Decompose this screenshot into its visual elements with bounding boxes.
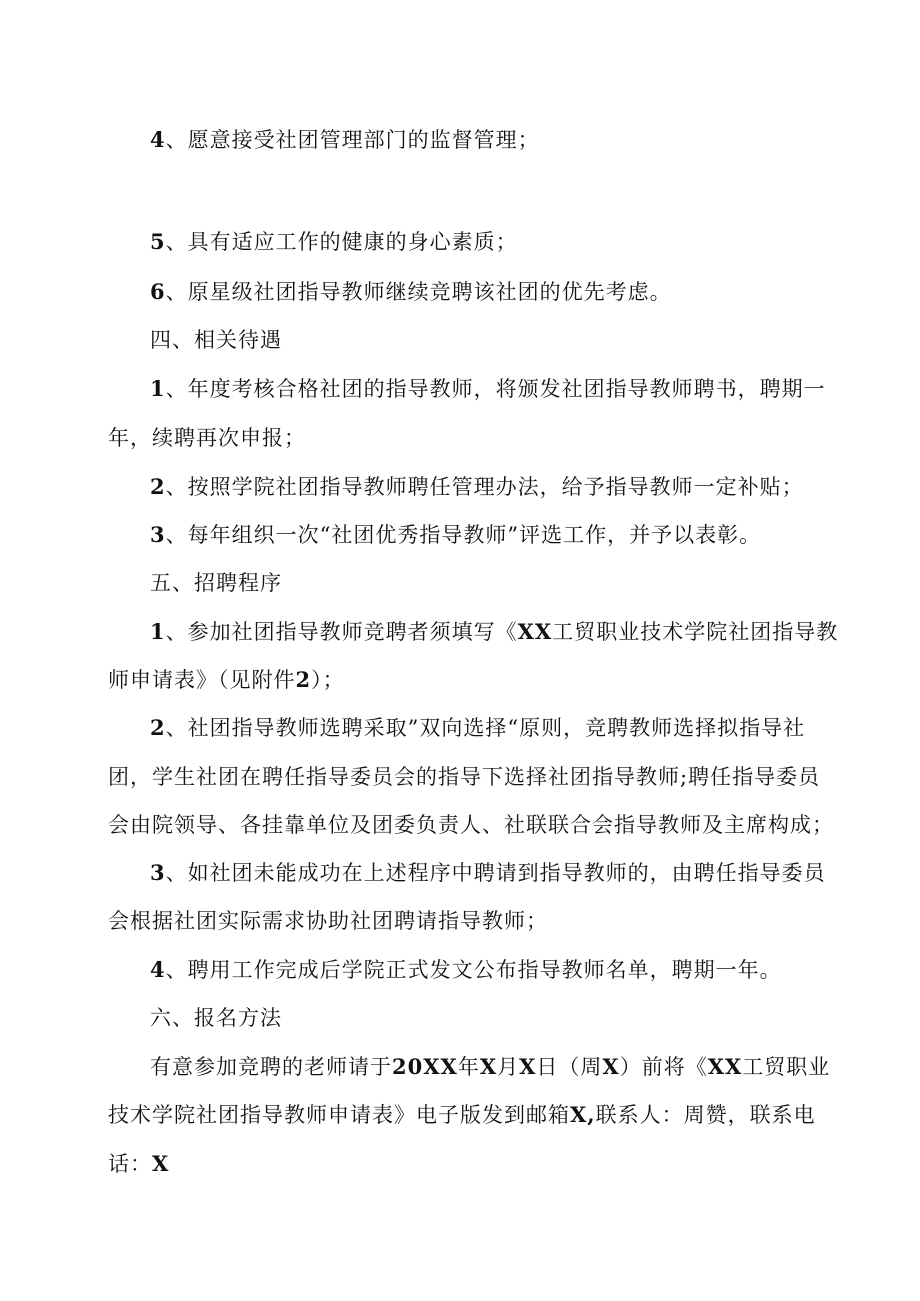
item-text: 年，续聘再次申报；	[108, 426, 306, 450]
item-number: 1	[150, 376, 166, 401]
heading-text: 四、相关待遇	[150, 328, 282, 352]
item-text: 话：	[108, 1152, 152, 1176]
item-text: 会根据社团实际需求协助社团聘请指导教师；	[108, 909, 548, 933]
bold-text: X	[479, 1054, 498, 1079]
bold-text: X	[602, 1054, 620, 1079]
procedure-2-line-3	[108, 810, 834, 840]
item-text: 、按照学院社团指导教师聘任管理办法，给予指导教师一定补贴；	[165, 475, 804, 499]
bold-text: X	[519, 1054, 537, 1079]
item-text: 技术学院社团指导教师申请表》电子版发到邮箱	[108, 1103, 570, 1127]
item-text: 工贸职业技术学院社团指导教	[552, 620, 839, 644]
section-heading-procedure	[150, 568, 870, 598]
requirement-6	[150, 277, 870, 307]
item-text: 工贸职业	[742, 1055, 831, 1079]
item-text: 、具有适应工作的健康的身心素质；	[165, 230, 518, 254]
procedure-3-line-1	[150, 858, 870, 888]
item-text: 会由院领导、各挂靠单位及团委负责人、社联联合会指导教师及主席构成；	[108, 813, 834, 837]
item-text: 、愿意接受社团管理部门的监督管理；	[165, 128, 540, 152]
item-number: 3	[150, 860, 166, 885]
heading-text: 六、报名方法	[150, 1006, 282, 1030]
bold-text: X,	[570, 1102, 596, 1127]
benefit-3	[150, 520, 870, 550]
procedure-3-line-2	[108, 906, 828, 936]
item-text: 、原星级社团指导教师继续竞聘该社团的优先考虑。	[165, 280, 672, 304]
registration-line-1	[150, 1052, 870, 1082]
item-number: 4	[150, 127, 166, 152]
section-heading-registration	[150, 1003, 870, 1033]
item-text: 、聘用工作完成后学院正式发文公布指导教师名单，聘期一年。	[165, 958, 782, 982]
procedure-1-line-1	[150, 617, 870, 647]
bold-text: 2	[295, 667, 312, 692]
item-text: ）前将《	[619, 1055, 708, 1079]
bold-text: XX	[517, 619, 553, 644]
benefit-1-line-1	[150, 374, 870, 404]
heading-text: 五、招聘程序	[150, 571, 282, 595]
bold-text: 20XX	[392, 1054, 458, 1079]
item-number: 3	[150, 522, 166, 547]
registration-line-2	[108, 1100, 828, 1130]
benefit-1-line-2	[108, 423, 828, 453]
item-number: 6	[150, 279, 166, 304]
procedure-1-line-2	[108, 665, 828, 695]
item-text: 、如社团未能成功在上述程序中聘请到指导教师的，由聘任指导委员	[165, 861, 826, 885]
item-number: 2	[150, 474, 166, 499]
section-heading-benefits	[150, 325, 870, 355]
item-text: 月	[497, 1055, 520, 1079]
item-text: 、每年组织一次“社团优秀指导教师”评选工作，并予以表彰。	[165, 523, 762, 547]
item-text: ）；	[311, 668, 345, 692]
requirement-4	[150, 125, 870, 155]
item-text: 年	[457, 1055, 480, 1079]
requirement-5	[150, 227, 870, 257]
bold-text: XX	[707, 1054, 743, 1079]
benefit-2	[150, 472, 870, 502]
item-number: 5	[150, 229, 166, 254]
item-number: 4	[150, 957, 166, 982]
item-text: 有意参加竞聘的老师请于	[150, 1055, 392, 1079]
procedure-2-line-2	[108, 762, 828, 792]
registration-line-3	[108, 1149, 828, 1179]
procedure-2-line-1	[150, 713, 870, 743]
item-text: 师申请表》（见附件	[108, 668, 296, 692]
procedure-4	[150, 955, 870, 985]
item-text: 联系人：周赞，联系电	[595, 1103, 816, 1127]
item-number: 2	[150, 715, 166, 740]
item-text: 日（周	[536, 1055, 603, 1079]
bold-text: X	[152, 1151, 170, 1176]
item-text: 、社团指导教师选聘采取”双向选择“原则，竞聘教师选择拟指导社	[165, 716, 806, 740]
item-number: 1	[150, 619, 166, 644]
item-text: 团，学生社团在聘任指导委员会的指导下选择社团指导教师;聘任指导委员	[108, 765, 821, 789]
item-text: 、年度考核合格社团的指导教师，将颁发社团指导教师聘书，聘期一	[165, 377, 826, 401]
item-text: 、参加社团指导教师竞聘者须填写《	[165, 620, 518, 644]
